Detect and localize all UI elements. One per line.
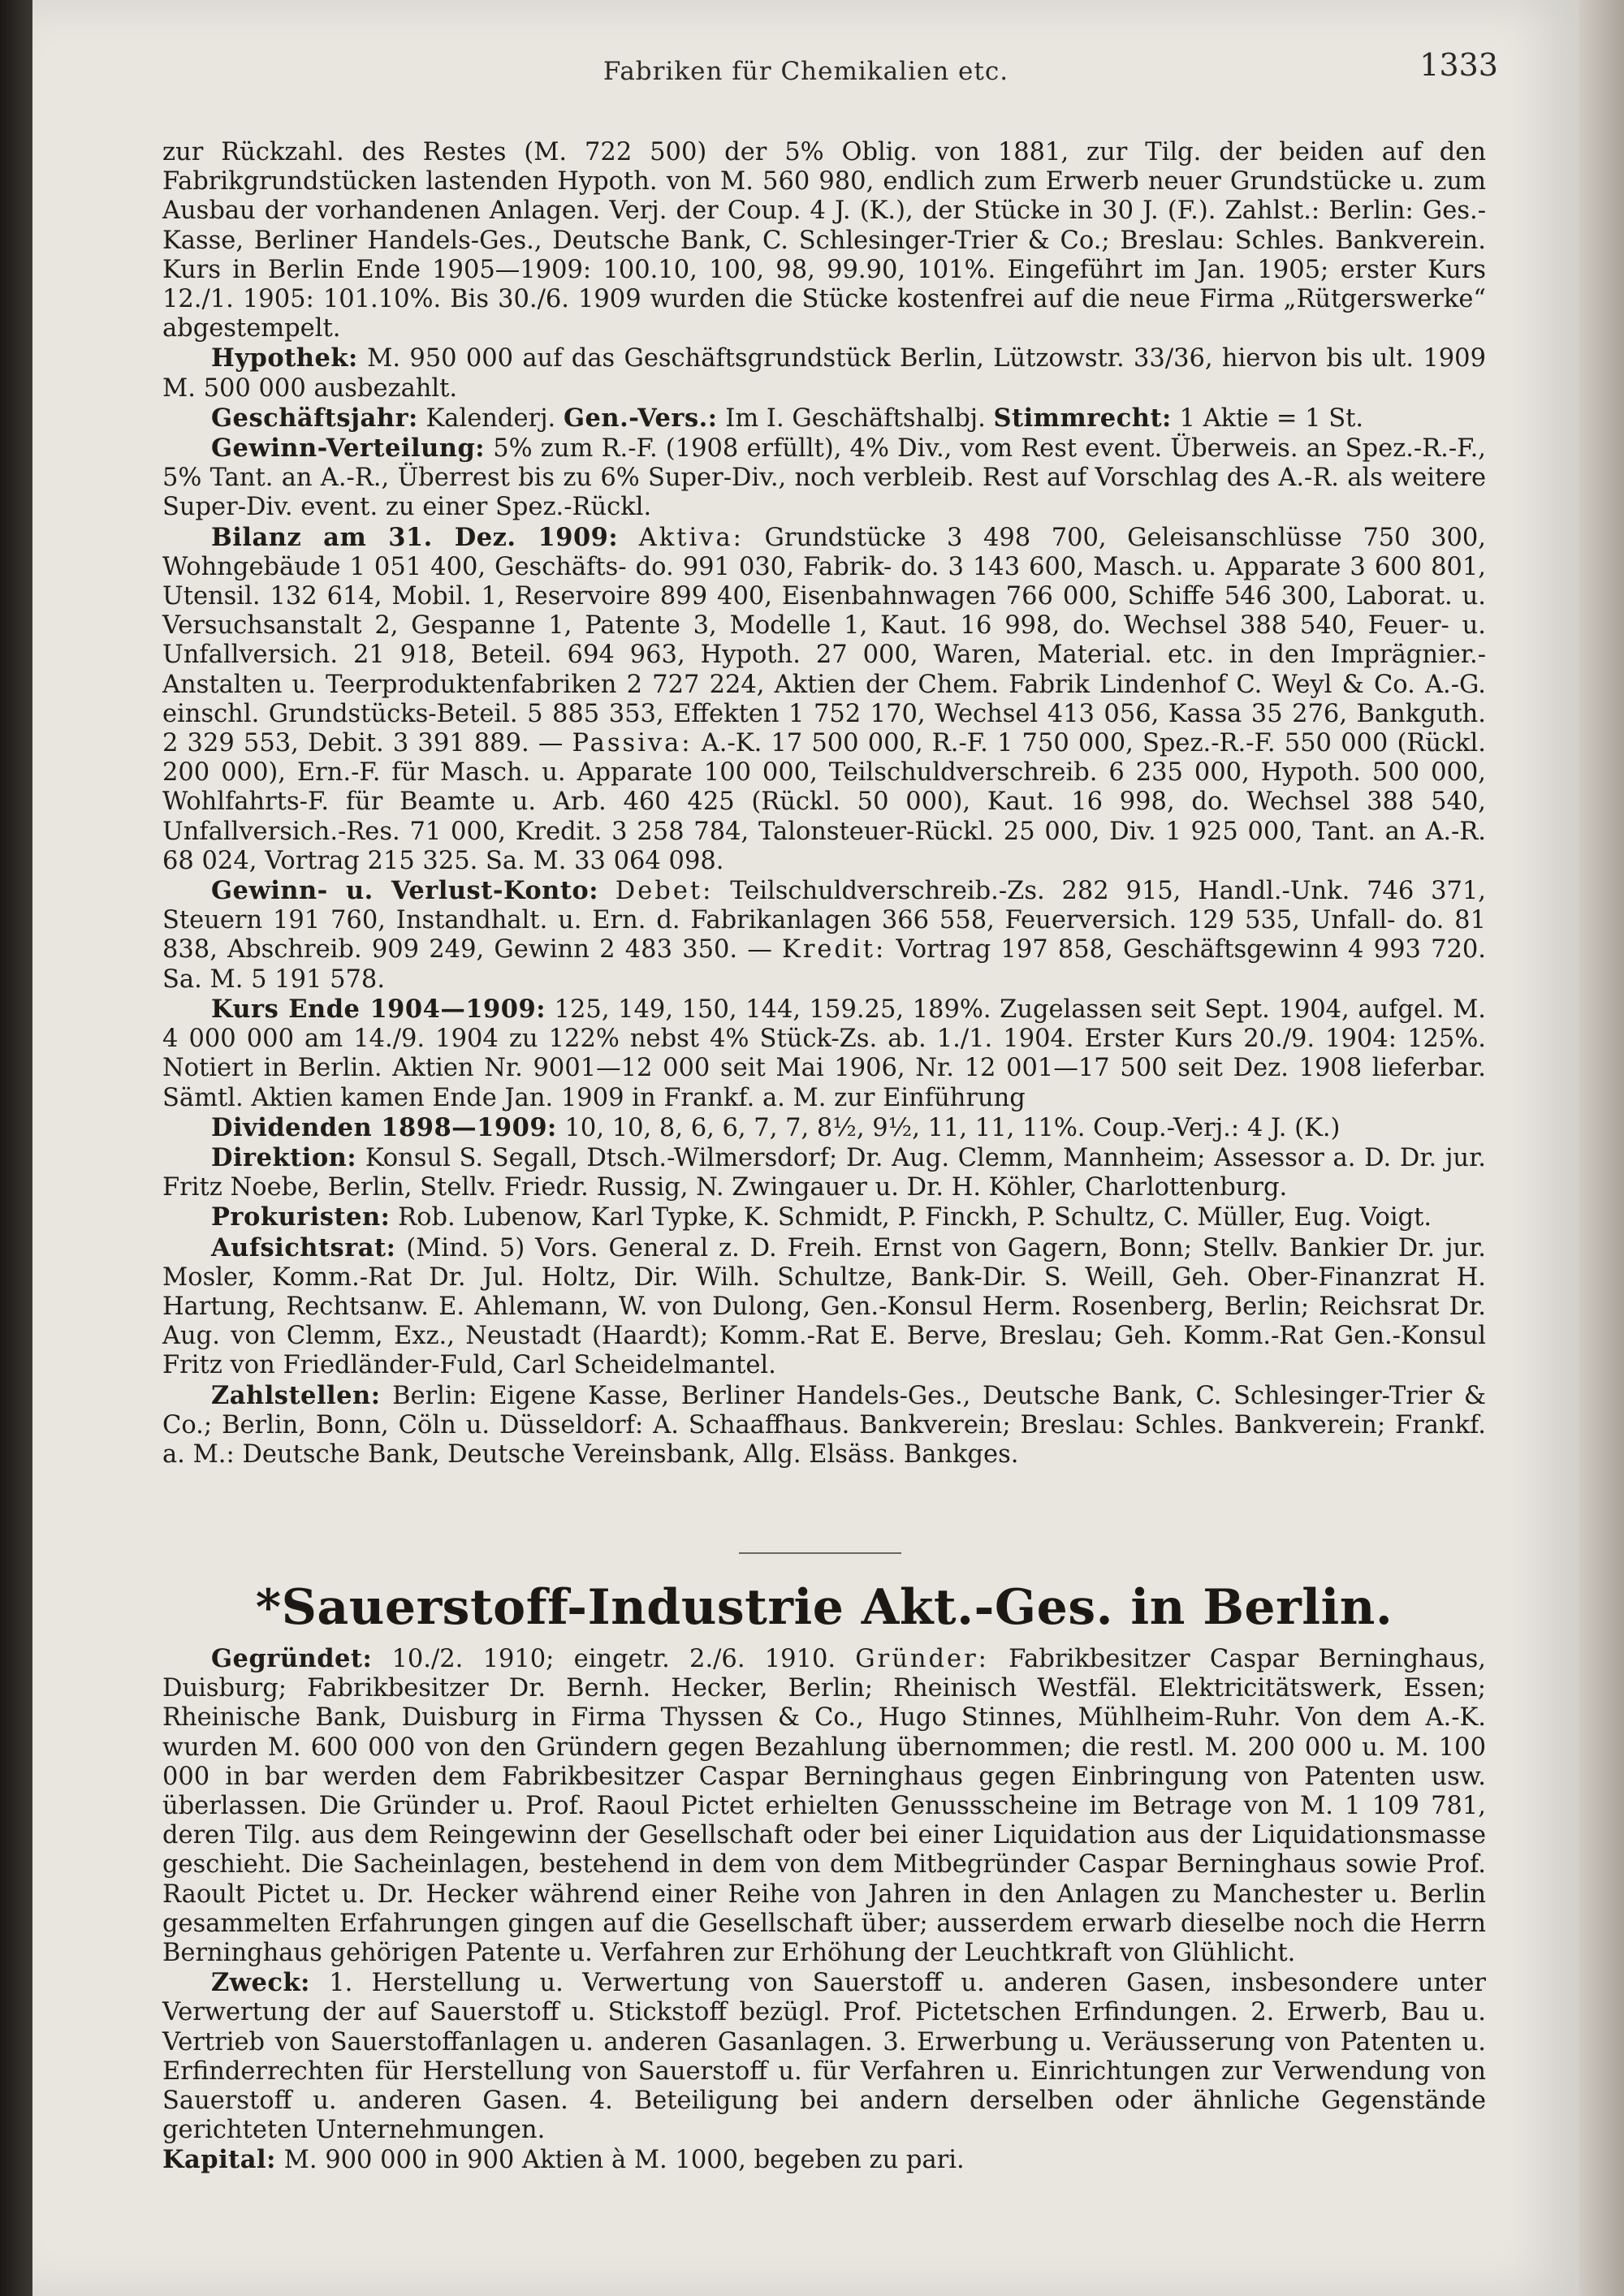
label-bilanz: Bilanz am 31. Dez. 1909: bbox=[211, 522, 619, 552]
text-gruender: Fabrikbesitzer Caspar Berninghaus, Duisburg; Fabrikbesitzer Dr. Bernh. Hecker, Berlin; Rheinisch Westfäl. Elektricitätswerk, Essen; Rheinische Bank, Duisburg in Firma Thyssen & Co., Hugo Stinnes, Mühlheim-Ruhr. Von dem A.-K. wurden M. 600 000 von den Gründern gegen Bezahlung übernommen; die restl. M. 200 000 u. M. 100 000 in bar werden dem Fabrikbesitzer Caspar Berninghaus gegen Einbringung von Patenten usw. überlassen. Die Gründer u. Prof. Raoul Pictet erhielten Genussscheine im Betrage von M. 1 109 781, deren Tilg. aus dem Reingewinn der Gesellschaft oder bei einer Liquidation aus der Liquidationsmasse geschieht. Die Sacheinlagen, bestehend in dem von dem Mitbegründer Caspar Berninghaus sowie Prof. Raoult Pictet u. Dr. Hecker während einer Reihe von Jahren in den Anlagen zu Manchester u. Berlin gesammelten Erfahrungen gingen auf die Gesellschaft über; ausserdem erwarb dieselbe noch die Herrn Berninghaus gehörigen Patente u. Verfahren zur Erhöhung der Leuchtkraft von Glühlicht. bbox=[162, 1645, 1486, 1968]
paragraph-gegruendet bbox=[162, 1644, 1486, 1968]
paragraph-aufsichtsrat bbox=[162, 1233, 1486, 1381]
text-aufsichtsrat: (Mind. 5) Vors. General z. D. Freih. Ernst von Gagern, Bonn; Stellv. Bankier Dr. jur. Mosler, Komm.-Rat Dr. Jul. Holtz, Dir. Wilh. Schultze, Bank-Dir. S. Weill, Geh. Ober-Finanzrat H. Hartung, Rechtsanw. E. Ahlemann, W. von Dulong, Gen.-Konsul Herm. Rosenberg, Berlin; Reichsrat Dr. Aug. von Clemm, Exz., Neustadt (Haardt); Komm.-Rat E. Berve, Breslau; Geh. Komm.-Rat Gen.-Konsul Fritz von Friedländer-Fuld, Carl Scheidelmantel. bbox=[162, 1233, 1487, 1380]
label-zweck: Zweck: bbox=[211, 1968, 310, 1998]
text-dividenden: 10, 10, 8, 6, 6, 7, 7, 8½, 9½, 11, 11, 11%. Coup.-Verj.: 4 J. (K.) bbox=[564, 1113, 1341, 1142]
paragraph-kurs bbox=[162, 995, 1486, 1113]
text-kapital: M. 900 000 in 900 Aktien à M. 1000, begeben zu pari. bbox=[283, 2146, 965, 2175]
text-direktion: Konsul S. Segall, Dtsch.-Wilmersdorf; Dr. Aug. Clemm, Mannheim; Assessor a. D. Dr. jur. Fritz Noebe, Berlin, Stellv. Friedr. Russig, N. Zwingauer u. Dr. H. Köhler, Charlottenburg. bbox=[162, 1143, 1486, 1202]
label-gen-vers: Gen.-Vers.: bbox=[563, 403, 718, 433]
paragraph-geschaeftsjahr bbox=[162, 404, 1486, 434]
running-title: Fabriken für Chemikalien etc. bbox=[603, 57, 1009, 86]
book-spine bbox=[0, 0, 32, 2296]
label-gegruendet: Gegründet: bbox=[211, 1644, 373, 1673]
label-kapital: Kapital: bbox=[162, 2145, 276, 2175]
label-gewinn-verteilung: Gewinn-Verteilung: bbox=[211, 434, 486, 464]
label-direktion: Direktion: bbox=[211, 1142, 357, 1172]
page-number: 1333 bbox=[1419, 47, 1498, 83]
text-prokuristen: Rob. Lubenow, Karl Typke, K. Schmidt, P. Finckh, P. Schultz, C. Müller, Eug. Voigt. bbox=[398, 1203, 1432, 1232]
text-stimmrecht: 1 Aktie = 1 St. bbox=[1179, 404, 1364, 433]
paragraph-gewinn-verlust bbox=[162, 876, 1486, 995]
paragraph-zweck bbox=[162, 1968, 1486, 2145]
company-entry-sauerstoff bbox=[162, 1644, 1486, 2176]
label-hypothek: Hypothek: bbox=[211, 343, 358, 373]
label-stimmrecht: Stimmrecht: bbox=[993, 403, 1172, 433]
paragraph-prokuristen bbox=[162, 1202, 1486, 1232]
label-kredit: Kredit: bbox=[782, 935, 887, 965]
label-gewinn-verlust: Gewinn- u. Verlust-Konto: bbox=[211, 876, 599, 906]
paragraph-kapital bbox=[162, 2145, 1486, 2175]
page-edge bbox=[1579, 0, 1624, 2296]
paragraph-gewinn-verteilung bbox=[162, 434, 1486, 523]
paragraph-hypothek bbox=[162, 343, 1486, 403]
text-kredit: Vortrag 197 858, Geschäftsgewinn 4 993 720. Sa. M. 5 191 578. bbox=[162, 935, 1487, 994]
text-debet: Teilschuldverschreib.-Zs. 282 915, Handl.-Unk. 746 371, Steuern 191 760, Instandhalt. u. Ern. d. Fabrikanlagen 366 558, Feuerversich. 129 535, Unfall- do. 81 838, Abschreib. 909 249, Gewinn 2 483 350. — bbox=[162, 877, 1486, 965]
text-geschaeftsjahr: Kalenderj. bbox=[425, 404, 556, 433]
text-zweck: 1. Herstellung u. Verwertung von Sauerstoff u. anderen Gasen, insbesondere unter Verwertung der auf Sauerstoff u. Stickstoff bezügl. Prof. Pictetschen Erfindungen. 2. Erwerb, Bau u. Vertrieb von Sauerstoffanlagen u. anderen Gasanlagen. 3. Erwerbung u. Veräusserung von Patenten u. Erfinderrechten für Herstellung von Sauerstoff u. für Verfahren u. Einrichtungen zur Verwendung von Sauerstoff u. anderen Gasen. 4. Beteiligung bei andern derselben oder ähnliche Gegenstände gerichteten Unternehmungen. bbox=[162, 1969, 1486, 2145]
label-geschaeftsjahr: Geschäftsjahr: bbox=[211, 403, 418, 433]
book-page bbox=[32, 0, 1579, 2296]
company-title: *Sauerstoff-Industrie Akt.-Ges. in Berlin. bbox=[255, 1579, 1393, 1636]
company-entry-ruetgerswerke bbox=[162, 138, 1486, 1470]
text-zahlstellen: Berlin: Eigene Kasse, Berliner Handels-Ges., Deutsche Bank, C. Schlesinger-Trier & Co.; Berlin, Bonn, Cöln u. Düsseldorf: A. Schaaffhaus. Bankverein; Breslau: Schles. Bankverein; Frankf. a. M.: Deutsche Bank, Deutsche Vereinsbank, Allg. Elsäss. Bankges. bbox=[162, 1381, 1486, 1469]
label-aufsichtsrat: Aufsichtsrat: bbox=[211, 1232, 396, 1262]
section-divider bbox=[739, 1552, 901, 1554]
label-zahlstellen: Zahlstellen: bbox=[211, 1380, 381, 1410]
paragraph-direktion bbox=[162, 1143, 1486, 1202]
text-gen-vers: Im I. Geschäftshalbj. bbox=[725, 404, 986, 433]
paragraph-zahlstellen bbox=[162, 1381, 1486, 1470]
paragraph-dividenden bbox=[162, 1113, 1486, 1143]
paragraph-bilanz bbox=[162, 523, 1486, 876]
label-gruender: Gründer: bbox=[855, 1645, 989, 1673]
text-aktiva: Grundstücke 3 498 700, Geleisanschlüsse 750 300, Wohngebäude 1 051 400, Geschäfts- do. 991 030, Fabrik- do. 3 143 600, Masch. u. Apparate 3 600 801, Utensil. 132 614, Mobil. 1, Reservoire 899 400, Eisenbahnwagen 766 000, Schiffe 546 300, Laborat. u. Versuchsanstalt 2, Gespanne 1, Patente 3, Modelle 1, Kaut. 16 998, do. Wechsel 388 540, Feuer- u. Unfallversich. 21 918, Beteil. 694 963, Hypoth. 27 000, Waren, Material. etc. in den Imprägnier.-Anstalten u. Teerproduktenfabriken 2 727 224, Aktien der Chem. Fabrik Lindenhof C. Weyl & Co. A.-G. einschl. Grundstücks-Beteil. 5 885 353, Effekten 1 752 170, Wechsel 413 056, Kassa 35 276, Bankguth. 2 329 553, Debit. 3 391 889. — bbox=[162, 523, 1486, 758]
text-gegruendet: 10./2. 1910; eingetr. 2./6. 1910. bbox=[391, 1645, 836, 1673]
paragraph-intro: zur Rückzahl. des Restes (M. 722 500) der 5% Oblig. von 1881, zur Tilg. der beiden auf den Fabrikgrundstücken lastenden Hypoth. von M. 560 980, endlich zum Erwerb neuer Grundstücke u. zum Ausbau der vorhandenen Anlagen. Verj. der Coup. 4 J. (K.), der Stücke in 30 J. (F.). Zahlst.: Berlin: Ges.-Kasse, Berliner Handels-Ges., Deutsche Bank, C. Schlesinger-Trier & Co.; Breslau: Schles. Bankverein. Kurs in Berlin Ende 1905—1909: 100.10, 100, 98, 99.90, 101%. Eingeführt im Jan. 1905; erster Kurs 12./1. 1905: 101.10%. Bis 30./6. 1909 wurden die Stücke kostenfrei auf die neue Firma „Rütgerswerke“ abgestempelt. bbox=[162, 138, 1486, 343]
label-aktiva: Aktiva: bbox=[638, 523, 744, 552]
label-kurs: Kurs Ende 1904—1909: bbox=[211, 994, 546, 1024]
text-hypothek: M. 950 000 auf das Geschäftsgrundstück Berlin, Lützowstr. 33/36, hiervon bis ult. 1909 M. 500 000 ausbezahlt. bbox=[162, 344, 1486, 403]
label-passiva: Passiva: bbox=[572, 729, 693, 758]
label-debet: Debet: bbox=[615, 877, 714, 906]
label-dividenden: Dividenden 1898—1909: bbox=[211, 1112, 557, 1142]
text-kurs: 125, 149, 150, 144, 159.25, 189%. Zugelassen seit Sept. 1904, aufgel. M. 4 000 000 am 14./9. 1904 zu 122% nebst 4% Stück-Zs. ab. 1./1. 1904. Erster Kurs 20./9. 1904: 125%. Notiert in Berlin. Aktien Nr. 9001—12 000 seit Mai 1906, Nr. 12 001—17 500 seit Dez. 1908 lieferbar. Sämtl. Aktien kamen Ende Jan. 1909 in Frankf. a. M. zur Einführung bbox=[162, 995, 1487, 1112]
text-passiva: A.-K. 17 500 000, R.-F. 1 750 000, Spez.-R.-F. 550 000 (Rückl. 200 000), Ern.-F. für Masch. u. Apparate 100 000, Teilschuldverschreib. 6 235 000, Hypoth. 500 000, Wohlfahrts-F. für Beamte u. Arb. 460 425 (Rückl. 50 000), Kaut. 16 998, do. Wechsel 388 540, Unfallversich.-Res. 71 000, Kredit. 3 258 784, Talonsteuer-Rückl. 25 000, Div. 1 925 000, Tant. an A.-R. 68 024, Vortrag 215 325. Sa. M. 33 064 098. bbox=[162, 729, 1486, 875]
label-prokuristen: Prokuristen: bbox=[211, 1202, 391, 1232]
text-gewinn-verteilung: 5% zum R.-F. (1908 erfüllt), 4% Div., vom Rest event. Überweis. an Spez.-R.-F., 5% Tant. an A.-R., Überrest bis zu 6% Super-Div., noch verbleib. Rest auf Vorschlag des A.-R. als weitere Super-Div. event. zu einer Spez.-Rückl. bbox=[162, 434, 1486, 522]
